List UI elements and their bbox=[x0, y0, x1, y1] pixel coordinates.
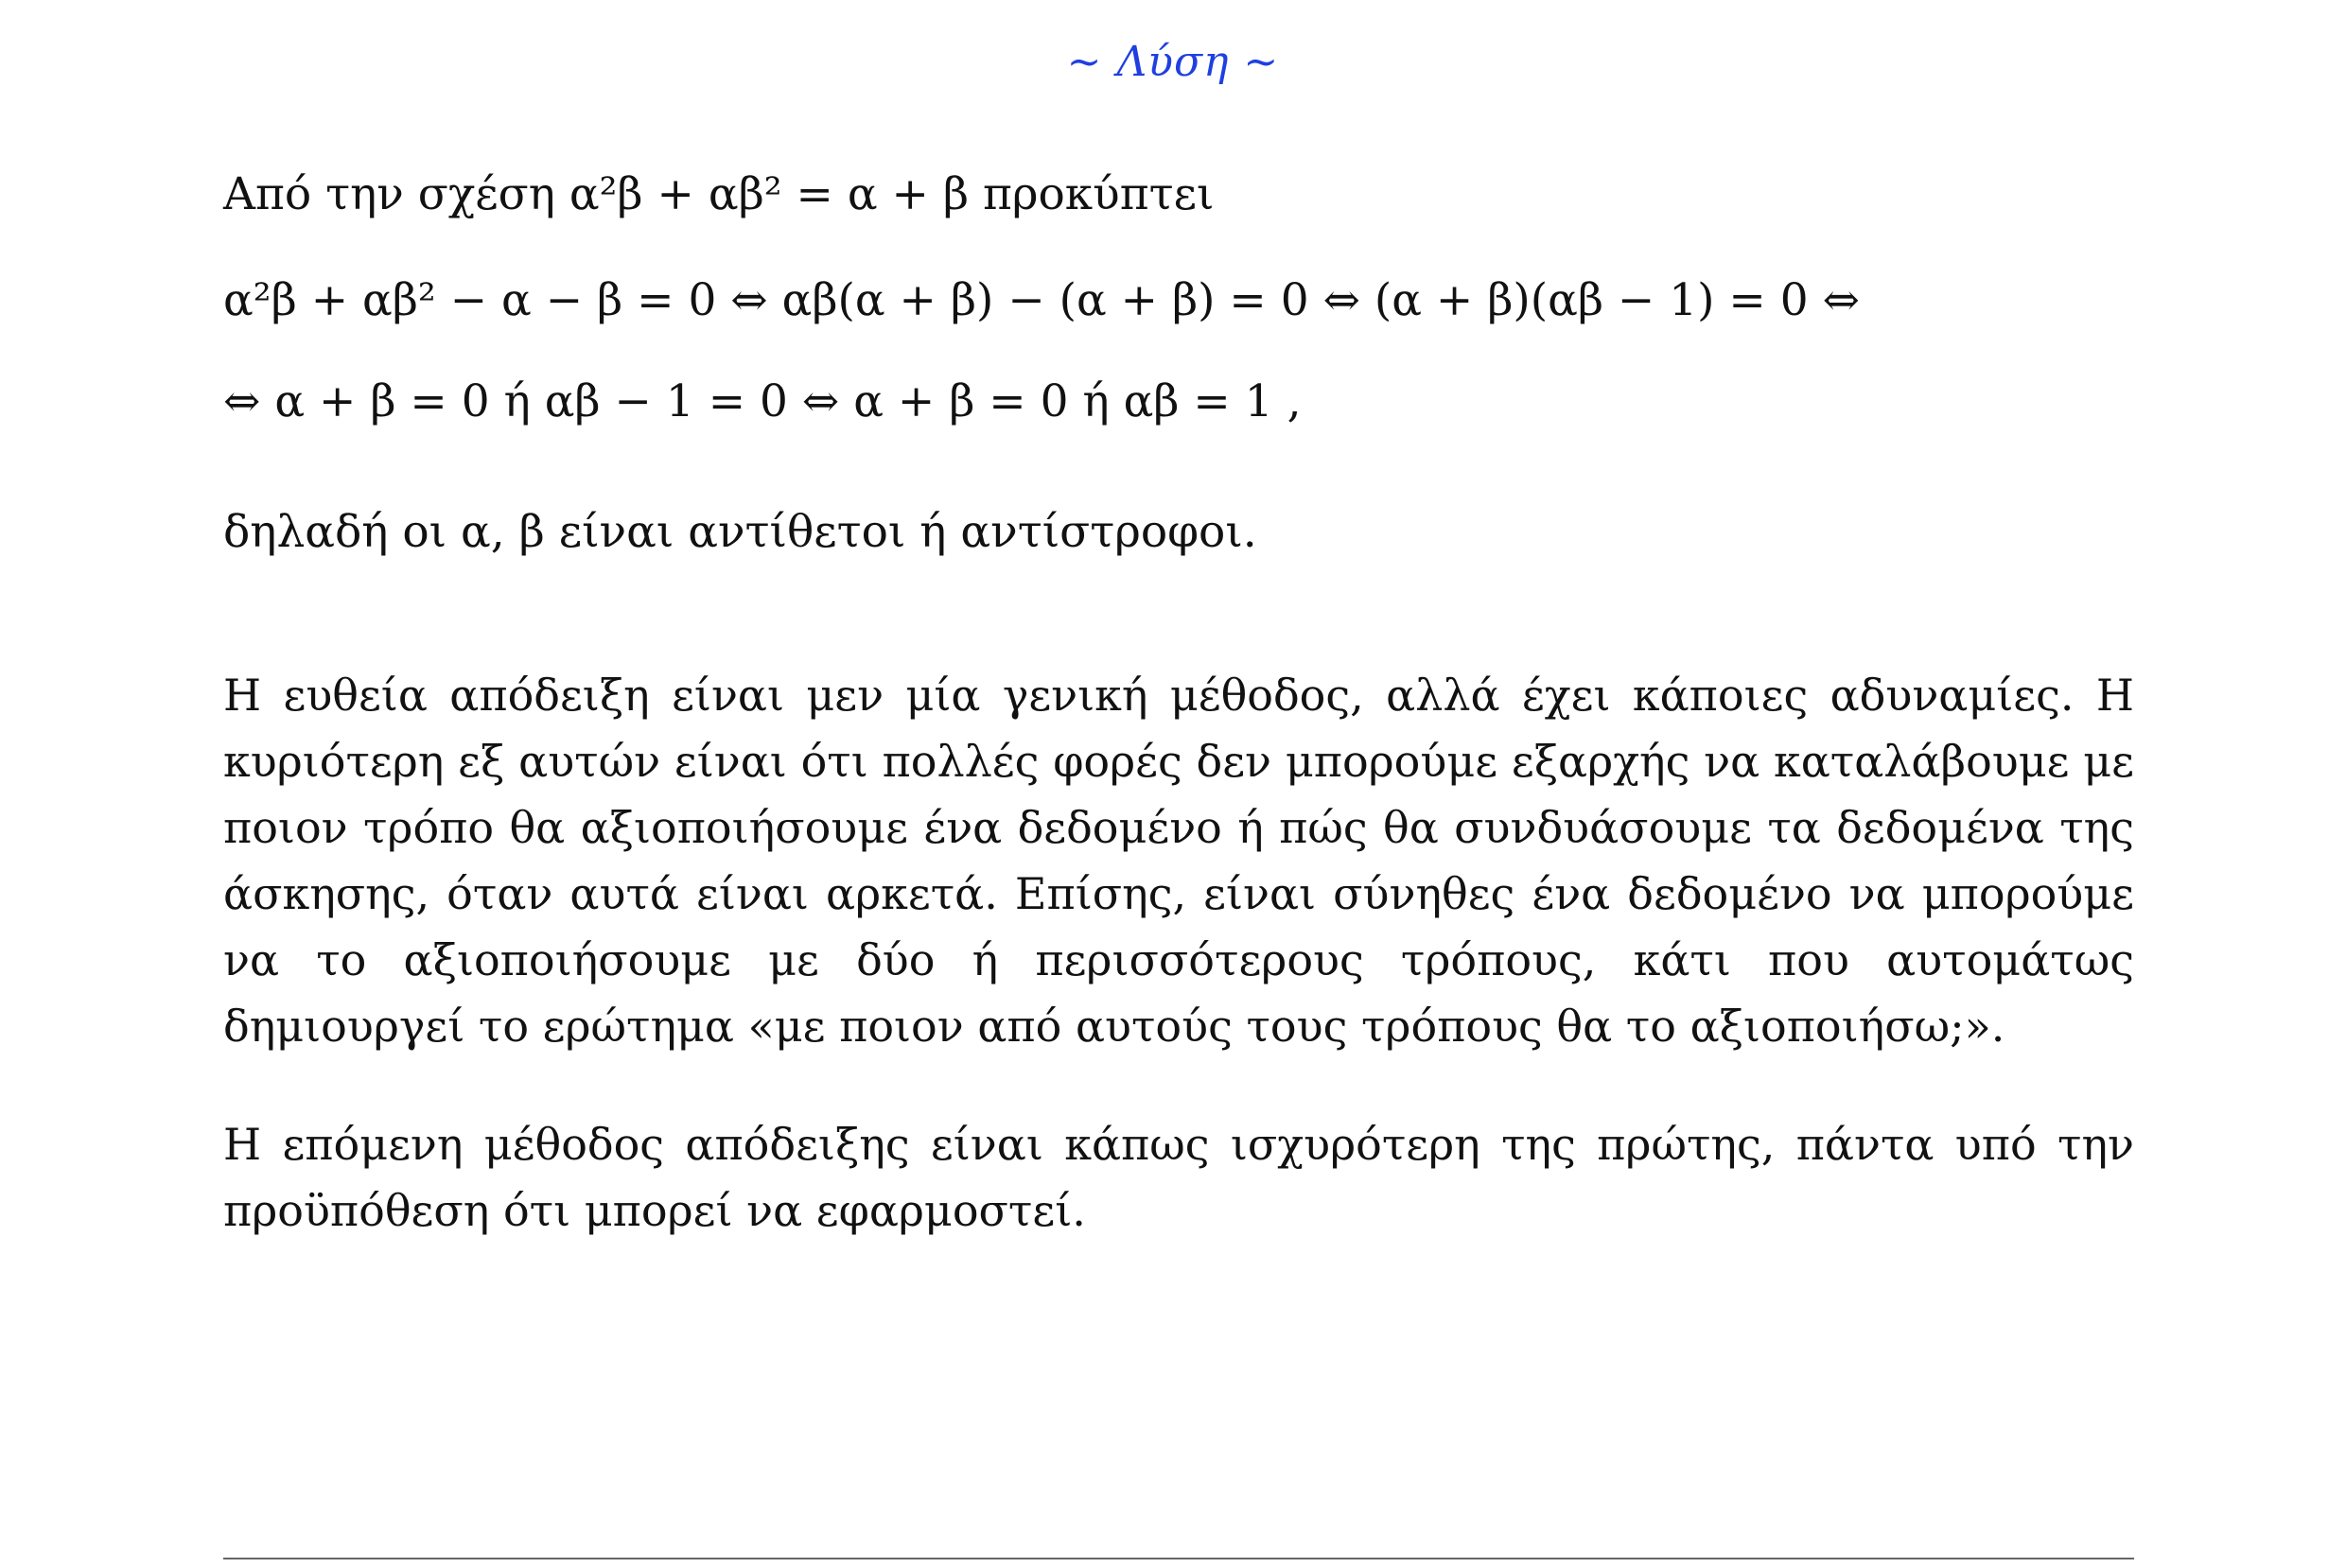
solution-heading: ~ Λύση ~ bbox=[1066, 38, 1280, 86]
footer-rule bbox=[223, 1558, 2134, 1559]
paragraph-direct-proof: Η ευθεία απόδειξη είναι μεν μία γενική μέθοδος, αλλά έχει κάποιες αδυναμίες. Η κυριότερη εξ αυτών είναι ότι πολλές φορές δεν μπορούμε εξαρχής να καταλάβουμε με ποιον τρόπο θα αξιοποιήσουμε ένα δεδομένο ή πώς θα συνδυάσουμε τα δεδομένα της άσκησης, όταν αυτά είναι αρκετά. Επίσης, είναι σύνηθες ένα δεδομένο να μπορούμε να το αξιοποιήσουμε με δύο ή περισσότερους τρόπους, κάτι που αυτομάτως δημιουργεί το ερώτημα «με ποιον από αυτούς τους τρόπους θα το αξιοποιήσω;». bbox=[223, 670, 2134, 1052]
derivation-line-1: Από την σχέση α²β + αβ² = α + β προκύπτει bbox=[223, 168, 1215, 220]
derivation-line-3: ⇔ α + β = 0 ή αβ − 1 = 0 ⇔ α + β = 0 ή αβ = 1 , bbox=[223, 375, 1302, 427]
paragraph-next-method: Η επόμενη μέθοδος απόδειξης είναι κάπως ισχυρότερη της πρώτης, πάντα υπό την προϋπόθεση ότι μπορεί να εφαρμοστεί. bbox=[223, 1119, 2134, 1236]
derivation-conclusion: δηλαδή οι α, β είναι αντίθετοι ή αντίστροφοι. bbox=[223, 506, 1257, 558]
derivation-line-2: α²β + αβ² − α − β = 0 ⇔ αβ(α + β) − (α + β) = 0 ⇔ (α + β)(αβ − 1) = 0 ⇔ bbox=[223, 274, 1860, 326]
